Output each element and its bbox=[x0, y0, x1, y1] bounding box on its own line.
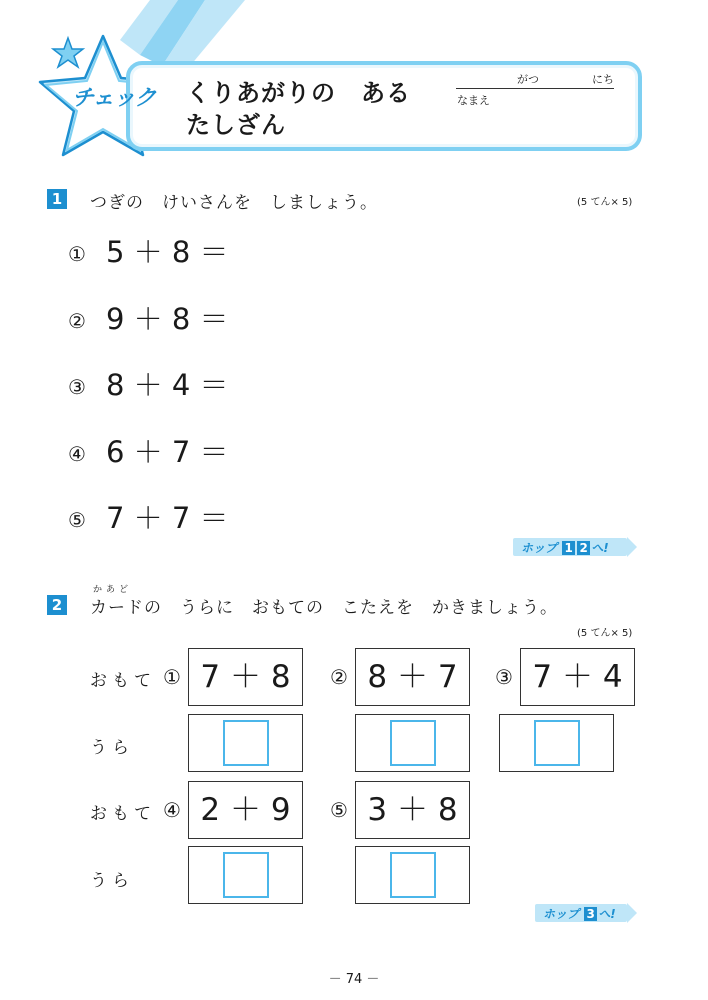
card-5-answer-box[interactable] bbox=[390, 852, 436, 898]
hop-suffix: へ! bbox=[591, 541, 609, 555]
hop-arrow-1[interactable] bbox=[513, 538, 637, 556]
card-2-answer-box[interactable] bbox=[390, 720, 436, 766]
card-2-number: ② bbox=[330, 665, 348, 689]
problem-1[interactable] bbox=[68, 230, 229, 271]
problem-3-expression: 8 ＋ 4 ＝ bbox=[106, 368, 229, 402]
section1-points: (5 てん× 5) bbox=[577, 197, 633, 208]
page-title-line1: くりあがりの ある bbox=[186, 79, 411, 107]
section2-points: (5 てん× 5) bbox=[577, 628, 633, 639]
card-5-back bbox=[355, 846, 470, 904]
card-5-front: 3 ＋ 8 bbox=[355, 781, 470, 839]
date-name-line[interactable] bbox=[456, 88, 614, 89]
hop-target-3: 3 bbox=[584, 907, 597, 921]
hop-target-1: 1 bbox=[562, 541, 575, 555]
section2-ruby: かあど bbox=[93, 585, 133, 595]
section2-number: 2 bbox=[47, 595, 67, 615]
problem-5[interactable] bbox=[68, 496, 229, 537]
front-label-row1: おもて bbox=[90, 671, 156, 691]
card-3-back bbox=[499, 714, 614, 772]
card-5-number: ⑤ bbox=[330, 798, 348, 822]
hop-suffix: へ! bbox=[598, 907, 616, 921]
front-label-row2: おもて bbox=[90, 804, 156, 824]
check-badge-label: チェック bbox=[72, 86, 156, 111]
card-4-back bbox=[188, 846, 303, 904]
problem-3-number: ③ bbox=[68, 375, 86, 399]
month-label: がつ bbox=[517, 73, 539, 86]
hop-target-2: 2 bbox=[577, 541, 590, 555]
problem-2-number: ② bbox=[68, 309, 86, 333]
hop-label: ホップ bbox=[543, 907, 580, 921]
problem-4-number: ④ bbox=[68, 442, 86, 466]
problem-5-number: ⑤ bbox=[68, 508, 86, 532]
card-4-answer-box[interactable] bbox=[223, 852, 269, 898]
card-1-answer-box[interactable] bbox=[223, 720, 269, 766]
problem-2-expression: 9 ＋ 8 ＝ bbox=[106, 302, 229, 336]
problem-1-number: ① bbox=[68, 242, 86, 266]
card-3-front: 7 ＋ 4 bbox=[520, 648, 635, 706]
section2-instruction: カードの うらに おもての こたえを かきましょう。 bbox=[90, 598, 558, 618]
section1-instruction: つぎの けいさんを しましょう。 bbox=[90, 193, 378, 213]
hop-arrow-2[interactable] bbox=[535, 904, 637, 922]
card-1-front: 7 ＋ 8 bbox=[188, 648, 303, 706]
problem-3[interactable] bbox=[68, 363, 229, 404]
day-label: にち bbox=[592, 73, 614, 86]
back-label-row1: うら bbox=[90, 738, 134, 758]
card-2-front: 8 ＋ 7 bbox=[355, 648, 470, 706]
problem-2[interactable] bbox=[68, 297, 229, 338]
name-label: なまえ bbox=[457, 94, 490, 107]
page-title-line2: たしざん bbox=[186, 111, 286, 139]
back-label-row2: うら bbox=[90, 871, 134, 891]
problem-5-expression: 7 ＋ 7 ＝ bbox=[106, 501, 229, 535]
card-3-answer-box[interactable] bbox=[534, 720, 580, 766]
card-4-number: ④ bbox=[163, 798, 181, 822]
section1-number: 1 bbox=[47, 189, 67, 209]
hop-label: ホップ bbox=[521, 541, 558, 555]
problem-4[interactable] bbox=[68, 430, 229, 471]
card-2-back bbox=[355, 714, 470, 772]
problem-4-expression: 6 ＋ 7 ＝ bbox=[106, 435, 229, 469]
problem-1-expression: 5 ＋ 8 ＝ bbox=[106, 235, 229, 269]
card-3-number: ③ bbox=[495, 665, 513, 689]
card-1-number: ① bbox=[163, 665, 181, 689]
card-4-front: 2 ＋ 9 bbox=[188, 781, 303, 839]
card-1-back bbox=[188, 714, 303, 772]
page-number: － 74 － bbox=[328, 972, 380, 987]
small-star-icon bbox=[53, 38, 83, 67]
